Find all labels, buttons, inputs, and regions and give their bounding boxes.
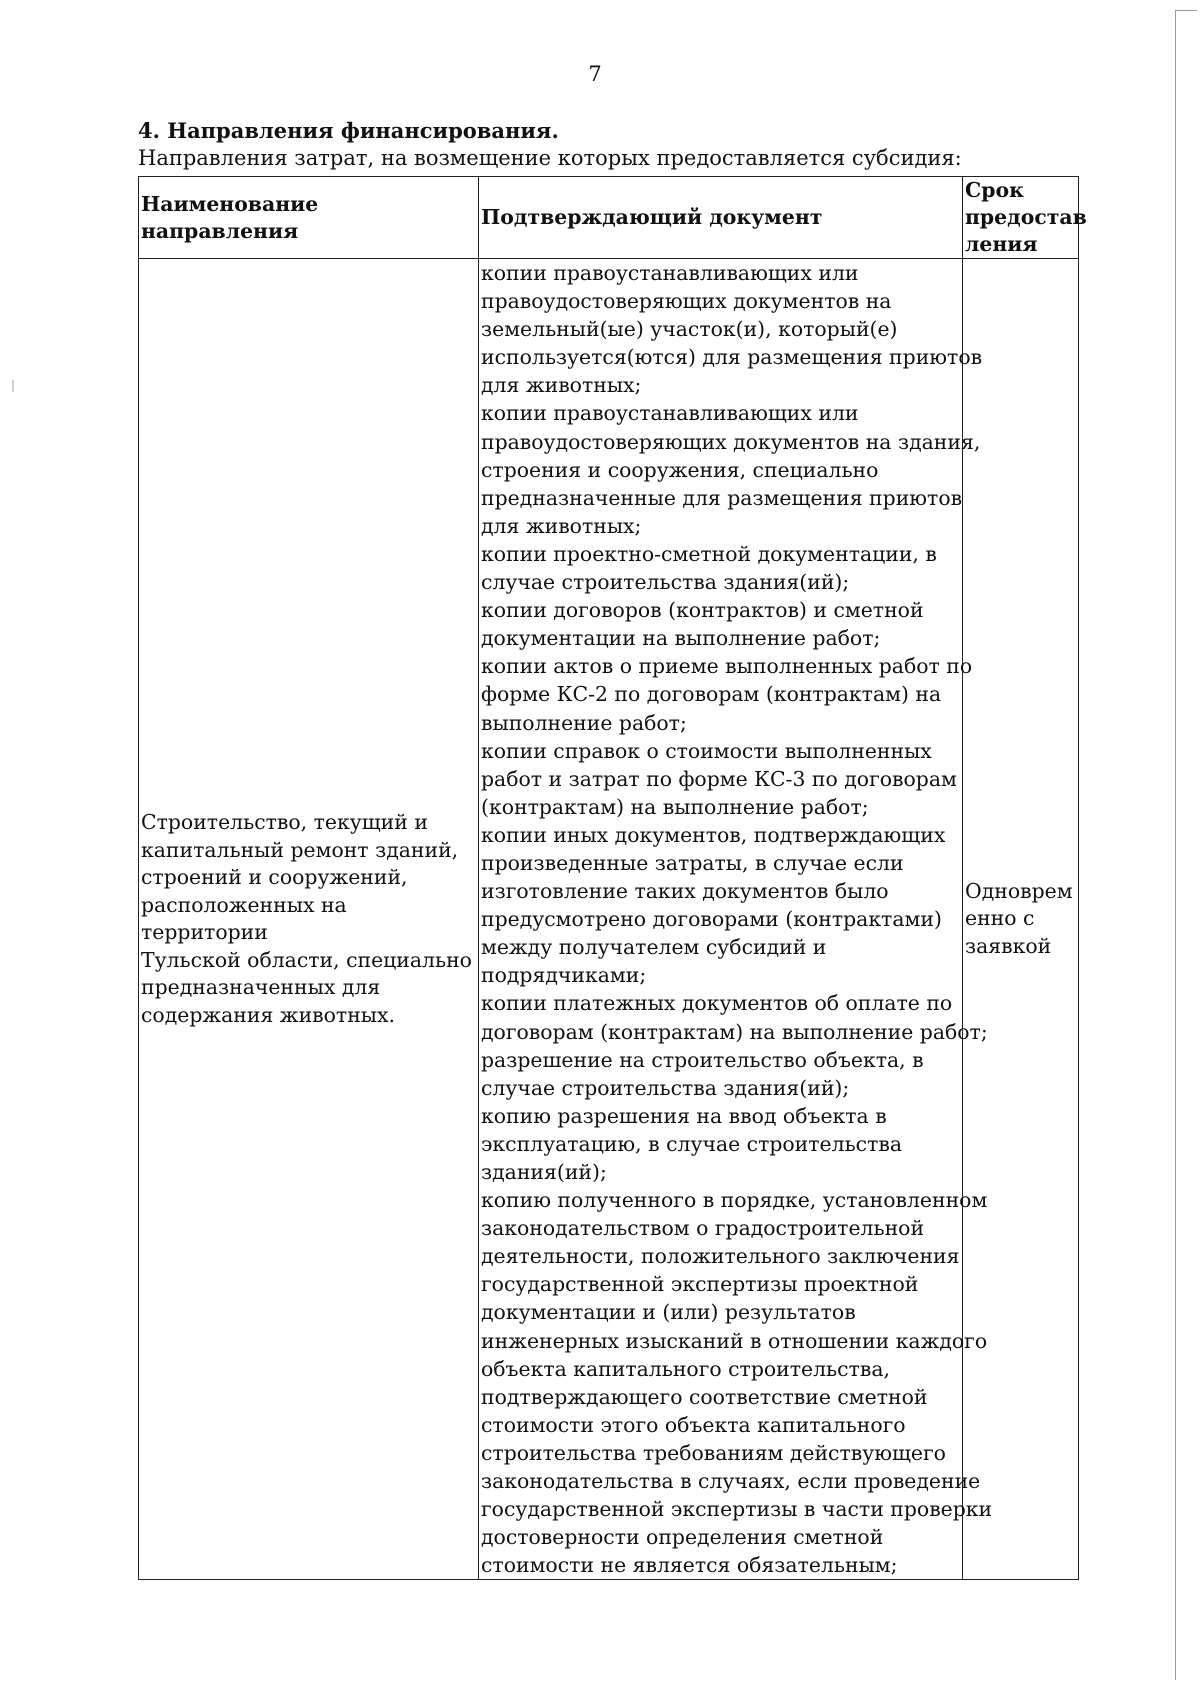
document-line: между получателем субсидий и xyxy=(481,935,827,960)
document-line: копии иных документов, подтверждающих xyxy=(481,822,946,847)
document-line: подтверждающего соответствие сметной xyxy=(481,1384,928,1409)
document-line: здания(ий); xyxy=(481,1160,607,1184)
direction-line: расположенных на территории xyxy=(141,892,347,945)
document-line: эксплуатацию, в случае строительства xyxy=(481,1131,903,1156)
document-line: выполнение работ; xyxy=(481,710,687,735)
document-line: стоимости этого объекта капитального xyxy=(481,1412,906,1437)
header-term-line: предостав xyxy=(965,205,1087,229)
document-line: достоверности определения сметной xyxy=(481,1525,884,1550)
document-line: правоудостоверяющих документов на xyxy=(481,289,892,314)
document-line: разрешение на строительство объекта, в xyxy=(481,1047,924,1072)
term-line: Одноврем xyxy=(965,878,1073,903)
document-line: копии проектно-сметной документации, в xyxy=(481,541,937,566)
document-line: договорам (контрактам) на выполнение работ; xyxy=(481,1019,988,1044)
page-number: 7 xyxy=(588,62,602,86)
header-direction: Наименование направления xyxy=(139,177,479,259)
direction-line: предназначенных для xyxy=(141,975,381,1000)
document-line: копии актов о приеме выполненных работ по xyxy=(481,654,973,679)
page-edge-line xyxy=(1175,10,1200,1680)
document-line: предусмотрено договорами (контрактами) xyxy=(481,907,942,932)
document-line: изготовление таких документов было xyxy=(481,879,889,904)
header-term xyxy=(963,177,1087,259)
section-title: 4. Направления финансирования. xyxy=(138,118,559,143)
document-line: копии платежных документов об оплате по xyxy=(481,991,953,1016)
document-line: стоимости не является обязательным; xyxy=(481,1553,898,1578)
document-line: инженерных изысканий в отношении каждого xyxy=(481,1328,988,1353)
direction-line: содержания животных. xyxy=(141,1002,395,1027)
term-line: енно с xyxy=(965,906,1035,931)
document-line: предназначенные для размещения приютов xyxy=(481,485,963,510)
document-line: документации на выполнение работ; xyxy=(481,626,881,651)
document-line: случае строительства здания(ий); xyxy=(481,570,850,595)
document-line: законодательством о градостроительной xyxy=(481,1216,925,1241)
term-cell xyxy=(963,259,1079,1580)
direction-line: капитальный ремонт зданий, xyxy=(141,837,459,862)
document-cell xyxy=(479,259,993,1580)
header-document: Подтверждающий документ xyxy=(479,177,963,259)
document-line: копии правоустанавливающих или xyxy=(481,261,859,285)
table-header-row xyxy=(139,177,1079,259)
document-line: копии договоров (контрактов) и сметной xyxy=(481,598,924,623)
document-line: деятельности, положительного заключения xyxy=(481,1244,960,1269)
term-line: заявкой xyxy=(965,933,1052,958)
document-line: используется(ются) для размещения приютов xyxy=(481,345,983,370)
document-line: копию полученного в порядке, установленном xyxy=(481,1188,988,1213)
document-line: государственной экспертизы в части проверки xyxy=(481,1497,993,1522)
document-line: земельный(ые) участок(и), который(е) xyxy=(481,317,898,342)
document-line: правоудостоверяющих документов на здания, xyxy=(481,429,981,454)
header-term-line: ления xyxy=(965,232,1038,256)
document-line: объекта капитального строительства, xyxy=(481,1356,890,1381)
direction-line: Строительство, текущий и xyxy=(141,810,428,835)
document-line: для животных; xyxy=(481,513,642,538)
document-line: форме КС-2 по договорам (контрактам) на xyxy=(481,682,942,707)
document-line: для животных; xyxy=(481,373,642,398)
document-line: работ и затрат по форме КС-3 по договорам xyxy=(481,766,957,791)
document-line: документации и (или) результатов xyxy=(481,1300,856,1325)
table-row xyxy=(139,259,1079,1580)
document-line: произведенные затраты, в случае если xyxy=(481,850,904,875)
document-line: законодательства в случаях, если проведение xyxy=(481,1469,981,1494)
document-line: строительства требованиям действующего xyxy=(481,1440,946,1465)
intro-text: Направления затрат, на возмещение которых предоставляется субсидия: xyxy=(138,146,962,170)
header-term-line: Срок xyxy=(965,178,1024,202)
scan-speck xyxy=(12,380,14,392)
direction-line: Тульской области, специально xyxy=(141,947,472,972)
document-line: государственной экспертизы проектной xyxy=(481,1272,919,1297)
document-line: подрядчиками; xyxy=(481,963,647,988)
funding-directions-table xyxy=(138,176,1087,1580)
document-line: (контрактам) на выполнение работ; xyxy=(481,794,869,819)
document-line: копии справок о стоимости выполненных xyxy=(481,738,932,763)
direction-cell xyxy=(139,259,479,1580)
document-line: копию разрешения на ввод объекта в xyxy=(481,1103,887,1128)
document-line: случае строительства здания(ий); xyxy=(481,1075,850,1100)
document-line: строения и сооружения, специально xyxy=(481,457,879,482)
direction-line: строений и сооружений, xyxy=(141,865,408,890)
document-line: копии правоустанавливающих или xyxy=(481,401,859,426)
